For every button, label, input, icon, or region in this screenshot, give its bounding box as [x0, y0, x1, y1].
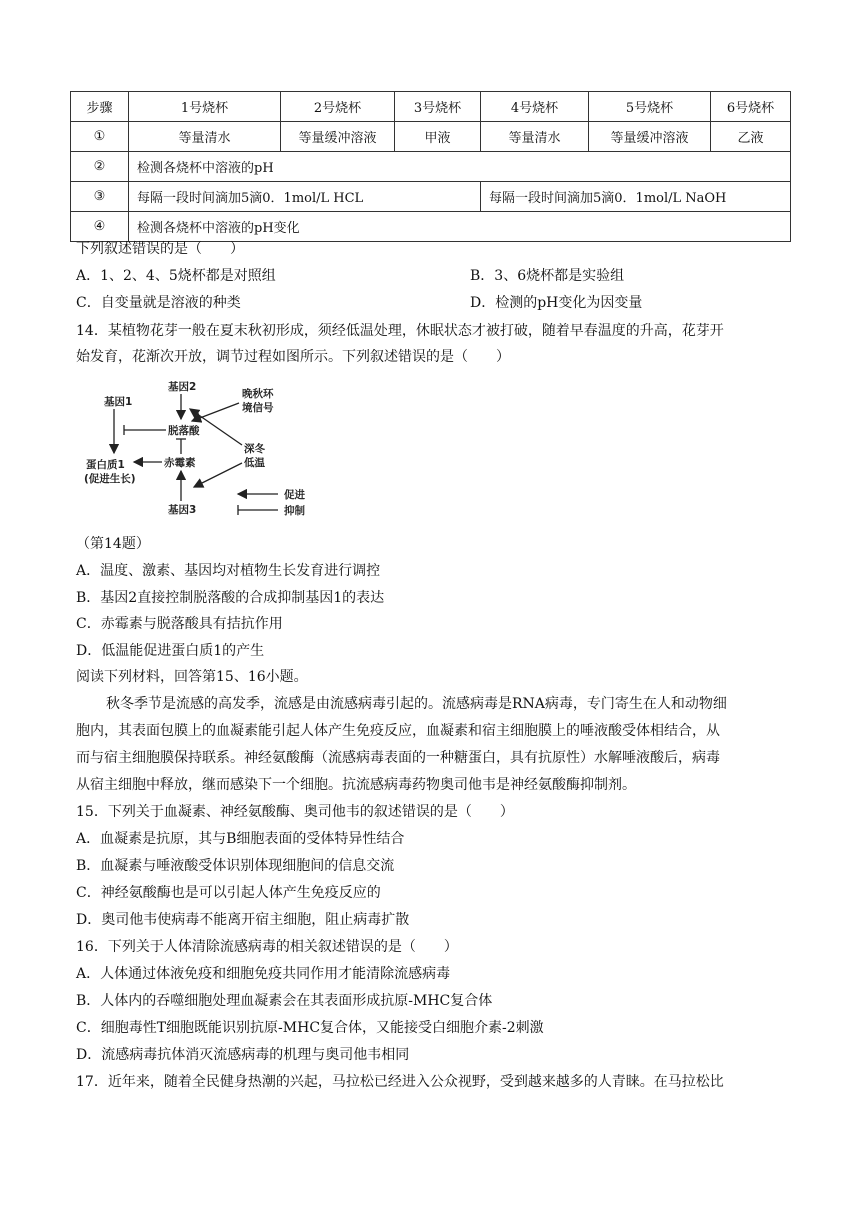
reading-paragraph-line4: 从宿主细胞中释放，继而感染下一个细胞。抗流感病毒药物奥司他韦是神经氨酸酶抑制剂。: [76, 777, 636, 793]
q14-option-d: D．低温能促进蛋白质1的产生: [76, 643, 265, 659]
table-cell: 每隔一段时间滴加5滴0．1mol/L NaOH: [481, 182, 791, 212]
reading-paragraph-line2: 胞内，其表面包膜上的血凝素能引起人体产生免疫反应，血凝素和宿主细胞膜上的唾液酸受体相结合，从: [76, 723, 720, 739]
gene1-label: 基因1: [104, 396, 133, 408]
table-cell: 等量缓冲溶液: [281, 122, 395, 152]
table-cell: ④: [71, 212, 129, 242]
table-cell: 6号烧杯: [711, 92, 791, 122]
q13-stem: 下列叙述错误的是（ ）: [76, 241, 244, 257]
table-cell: 每隔一段时间滴加5滴0．1mol/L HCL: [129, 182, 481, 212]
q15-stem: 15．下列关于血凝素、神经氨酸酶、奥司他韦的叙述错误的是（ ）: [76, 804, 514, 820]
table-row: [71, 182, 791, 212]
q15-option-b: B．血凝素与唾液酸受体识别体现细胞间的信息交流: [76, 858, 395, 874]
reading-paragraph-line3: 而与宿主细胞膜保持联系。神经氨酸酶（流感病毒表面的一种糖蛋白，具有抗原性）水解唾液酸后，病毒: [76, 750, 720, 766]
table-cell: 等量清水: [481, 122, 589, 152]
q16-option-b: B．人体内的吞噬细胞处理血凝素会在其表面形成抗原-MHC复合体: [76, 993, 493, 1009]
q14-stem-line2: 始发育，花渐次开放，调节过程如图所示。下列叙述错误的是（ ）: [76, 349, 510, 365]
autumn-to-aba-arrow: [192, 403, 239, 421]
table-cell: 等量缓冲溶液: [589, 122, 711, 152]
deep-winter-label-2: 低温: [244, 457, 265, 469]
q16-option-c: C．细胞毒性T细胞既能识别抗原-MHC复合体，又能接受白细胞介素-2刺激: [76, 1020, 544, 1036]
gene2-label: 基因2: [168, 381, 197, 393]
q15-option-d: D．奥司他韦使病毒不能离开宿主细胞，阻止病毒扩散: [76, 912, 410, 928]
table-header-row: [71, 92, 791, 122]
q14-option-b: B．基因2直接控制脱落酸的合成抑制基因1的表达: [76, 590, 385, 606]
table-cell: 3号烧杯: [395, 92, 481, 122]
q16-option-d: D．流感病毒抗体消灭流感病毒的机理与奥司他韦相同: [76, 1047, 410, 1063]
table-cell: 4号烧杯: [481, 92, 589, 122]
q13-option-a: A．1、2、4、5烧杯都是对照组: [76, 268, 276, 284]
q14-stem-line1: 14．某植物花芽一般在夏末秋初形成，须经低温处理，休眠状态才被打破，随着早春温度的升高，花芽开: [76, 323, 724, 339]
table-cell: 2号烧杯: [281, 92, 395, 122]
table-cell: ②: [71, 152, 129, 182]
table-cell: 检测各烧杯中溶液的pH: [129, 152, 791, 182]
q14-option-a: A．温度、激素、基因均对植物生长发育进行调控: [76, 563, 381, 579]
winter-to-gibberellin-arrow: [194, 463, 242, 487]
legend-inhibit-label: 抑制: [284, 505, 305, 517]
q16-stem: 16．下列关于人体清除流感病毒的相关叙述错误的是（ ）: [76, 939, 458, 955]
q15-option-c: C．神经氨酸酶也是可以引起人体产生免疫反应的: [76, 885, 381, 901]
table-cell: ③: [71, 182, 129, 212]
experiment-table: [70, 91, 791, 242]
q14-caption: （第14题）: [76, 536, 150, 552]
gene3-label: 基因3: [168, 504, 197, 516]
table-cell: 1号烧杯: [129, 92, 281, 122]
table-row: [71, 152, 791, 182]
table-cell: 等量清水: [129, 122, 281, 152]
table-cell: 5号烧杯: [589, 92, 711, 122]
aba-label: 脱落酸: [168, 425, 200, 437]
table-cell: 甲液: [395, 122, 481, 152]
q13-option-d: D．检测的pH变化为因变量: [470, 295, 643, 311]
q15-option-a: A．血凝素是抗原，其与B细胞表面的受体特异性结合: [76, 831, 405, 847]
table-cell: 检测各烧杯中溶液的pH变化: [129, 212, 791, 242]
table-cell: ①: [71, 122, 129, 152]
q14-option-c: C．赤霉素与脱落酸具有拮抗作用: [76, 616, 283, 632]
table-cell: 乙液: [711, 122, 791, 152]
late-autumn-label-1: 晚秋环: [242, 388, 274, 400]
reading-intro: 阅读下列材料，回答第15、16小题。: [76, 669, 308, 685]
gibberellin-label: 赤霉素: [164, 457, 196, 469]
q13-option-c: C．自变量就是溶液的种类: [76, 295, 241, 311]
q17-stem: 17．近年来，随着全民健身热潮的兴起，马拉松已经进入公众视野，受到越来越多的人青睐。在马拉松比: [76, 1074, 724, 1090]
plant-regulation-diagram: [84, 375, 324, 523]
q13-option-b: B．3、6烧杯都是实验组: [470, 268, 625, 284]
reading-paragraph-line1: 秋冬季节是流感的高发季，流感是由流感病毒引起的。流感病毒是RNA病毒，专门寄生在人和动物细: [106, 696, 727, 712]
late-autumn-label-2: 境信号: [242, 402, 274, 414]
table-row: [71, 122, 791, 152]
q16-option-a: A．人体通过体液免疫和细胞免疫共同作用才能清除流感病毒: [76, 966, 451, 982]
table-row: [71, 212, 791, 242]
legend-promote-label: 促进: [284, 489, 305, 501]
deep-winter-label-1: 深冬: [244, 443, 265, 455]
table-cell: 步骤: [71, 92, 129, 122]
protein1-label-2: (促进生长): [84, 473, 136, 485]
protein1-label-1: 蛋白质1: [86, 459, 125, 471]
